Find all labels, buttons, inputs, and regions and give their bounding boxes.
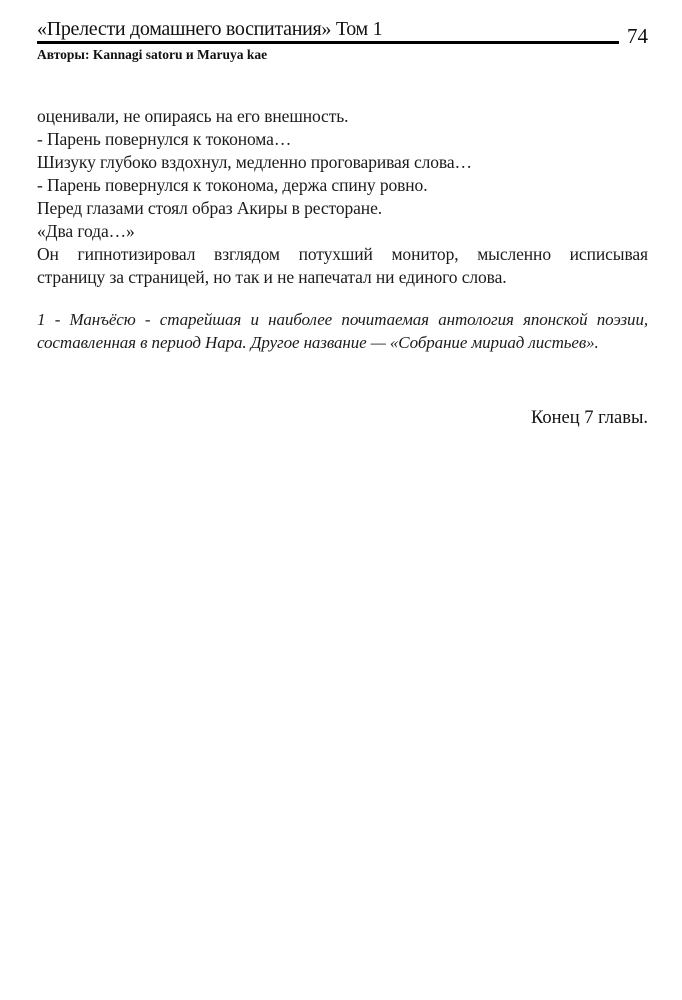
chapter-end-label: Конец 7 главы.	[530, 408, 648, 428]
book-title: «Прелести домашнего воспитания» Том 1	[37, 18, 383, 40]
footnote-block	[37, 308, 648, 354]
authors-line: Авторы: Kannagi satoru и Maruya kae	[37, 47, 268, 62]
body-line: - Парень повернулся к токонома, держа спину ровно.	[37, 175, 428, 195]
body-line: - Парень повернулся к токонома…	[37, 129, 292, 149]
body-line: Перед глазами стоял образ Акиры в ресторане.	[37, 198, 383, 218]
page-number: 74	[627, 24, 648, 48]
body-line: «Два года…»	[37, 221, 135, 241]
footnote-line: 1 - Манъёсю - старейшая и наиболее почитаемая антология японской поэзии,	[37, 310, 648, 329]
page-header	[37, 18, 648, 62]
title-underline-rule	[37, 18, 619, 44]
body-line: Шизуку глубоко вздохнул, медленно проговаривая слова…	[37, 152, 472, 172]
footnote-line: составленная в период Нара. Другое название — «Собрание мириад листьев».	[37, 333, 599, 352]
body-line: Он гипнотизировал взглядом потухший монитор, мысленно исписывая	[37, 244, 648, 264]
header-row	[37, 18, 648, 48]
body-line: страницу за страницей, но так и не напечатал ни единого слова.	[37, 267, 507, 287]
body-text-block	[37, 105, 648, 289]
body-line: оценивали, не опираясь на его внешность.	[37, 106, 349, 126]
